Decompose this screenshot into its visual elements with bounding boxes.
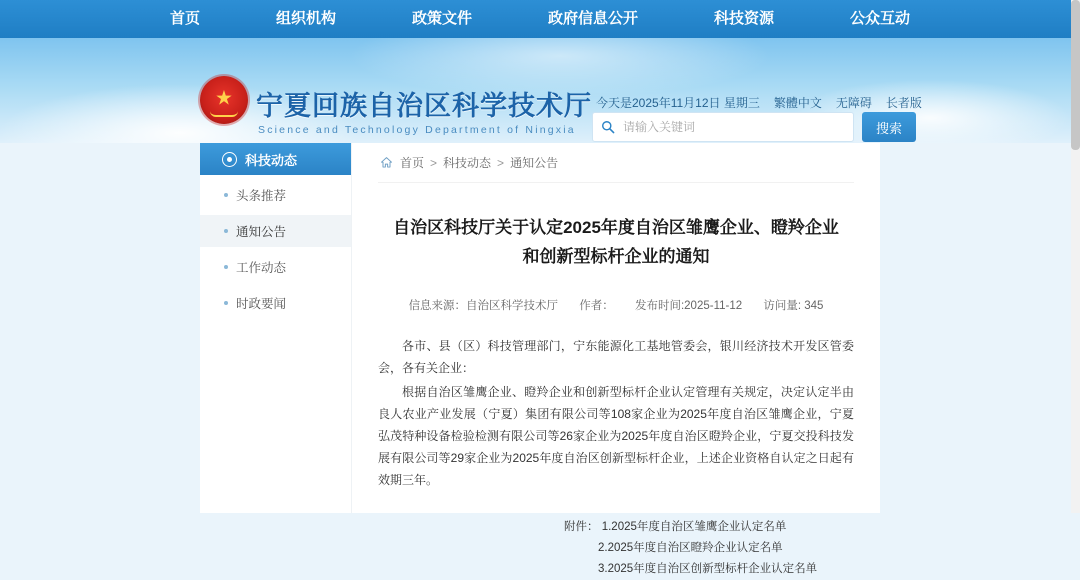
sidebar-header: [200, 143, 351, 175]
article-paragraph: 各市、县（区）科技管理部门，宁东能源化工基地管委会，银川经济技术开发区管委会，各有关企业：: [378, 339, 854, 375]
home-icon: [380, 156, 393, 169]
attachment-label: 附件：: [564, 521, 599, 533]
national-emblem-icon: [200, 76, 248, 124]
sidebar: [200, 143, 352, 513]
current-date-text: 今天是2025年11月12日 星期三: [596, 96, 760, 110]
bullet-icon: [224, 229, 228, 233]
utility-bar: [596, 94, 922, 111]
attachment-list: [378, 517, 854, 580]
breadcrumb-separator: >: [430, 155, 438, 170]
page-scrollbar-thumb[interactable]: [1071, 0, 1080, 150]
link-elder-version[interactable]: 长者版: [885, 96, 922, 110]
nav-item-policy-documents[interactable]: 政策文件: [411, 10, 472, 27]
attachment-item-2[interactable]: 2.2025年度自治区瞪羚企业认定名单: [598, 542, 783, 554]
link-accessibility[interactable]: 无障碍: [835, 96, 872, 110]
top-navigation-bar: [0, 0, 1080, 38]
nav-item-public-interaction[interactable]: 公众互动: [850, 10, 911, 27]
sidebar-item-label: 工作动态: [236, 261, 287, 275]
content-panel: [200, 143, 880, 575]
breadcrumb-item-home[interactable]: 首页: [400, 156, 425, 170]
site-subtitle: Science and Technology Department of Ningxia: [258, 124, 576, 136]
site-banner: [0, 38, 1080, 143]
breadcrumb: [378, 143, 854, 183]
article-view-count: 访问量: 345: [763, 300, 824, 312]
compass-icon: [222, 152, 237, 167]
nav-item-home[interactable]: 首页: [169, 10, 200, 27]
breadcrumb-item-tech-news[interactable]: 科技动态: [443, 156, 492, 170]
bullet-icon: [224, 265, 228, 269]
attachment-item-1[interactable]: 1.2025年度自治区雏鹰企业认定名单: [601, 521, 787, 533]
sidebar-item-label: 通知公告: [236, 225, 287, 239]
search-button[interactable]: 搜索: [862, 112, 916, 142]
search-input[interactable]: [621, 119, 845, 135]
article-title-line1: 自治区科技厅关于认定2025年度自治区雏鹰企业、瞪羚企业: [393, 218, 839, 237]
page-content-area: [0, 143, 1080, 575]
article-author: 作者：: [579, 300, 614, 312]
sidebar-item-work-updates[interactable]: [200, 251, 351, 283]
page-scrollbar-track[interactable]: [1071, 0, 1080, 513]
article-source: 信息来源：自治区科学技术厅: [408, 300, 559, 312]
nav-item-government-info[interactable]: 政府信息公开: [548, 10, 639, 27]
sidebar-item-current-affairs[interactable]: [200, 287, 351, 319]
sidebar-item-label: 时政要闻: [236, 297, 287, 311]
sidebar-header-label: 科技动态: [245, 152, 298, 168]
search-icon: [601, 120, 615, 134]
article-meta: [378, 297, 854, 313]
nav-item-organization[interactable]: 组织机构: [275, 10, 336, 27]
bullet-icon: [224, 301, 228, 305]
bullet-icon: [224, 193, 228, 197]
breadcrumb-separator: >: [497, 155, 505, 170]
article-title: [378, 213, 854, 271]
main-column: [352, 143, 880, 575]
article-paragraph: 根据自治区雏鹰企业、瞪羚企业和创新型标杆企业认定管理有关规定，决定认定半由良人农业产业发展（宁夏）集团有限公司等108家企业为2025年度自治区雏鹰企业，宁夏弘茂特种设备检验检测有限公司等26家企业为2025年度自治区瞪羚企业，宁夏交投科技发展有限公司等29家企业为2025年度自治区创新型标杆企业，上述企业资格自认定之日起有效期三年。: [378, 385, 854, 487]
sidebar-item-notice-announcement[interactable]: [200, 215, 351, 247]
search-box[interactable]: [592, 112, 854, 142]
article-publish-time: 发布时间:2025-11-12: [634, 300, 743, 312]
article-title-line2: 和创新型标杆企业的通知: [522, 247, 710, 266]
sidebar-item-headline-recommend[interactable]: [200, 179, 351, 211]
site-title: 宁夏回族自治区科学技术厅: [256, 91, 592, 121]
sidebar-item-label: 头条推荐: [236, 189, 287, 203]
attachment-item-3[interactable]: 3.2025年度自治区创新型标杆企业认定名单: [598, 563, 818, 575]
link-traditional-chinese[interactable]: 繁體中文: [773, 96, 822, 110]
article-body: [378, 335, 854, 491]
nav-item-tech-resources[interactable]: 科技资源: [714, 10, 775, 27]
attachment-row: [564, 517, 854, 538]
breadcrumb-item-notice[interactable]: 通知公告: [510, 156, 559, 170]
